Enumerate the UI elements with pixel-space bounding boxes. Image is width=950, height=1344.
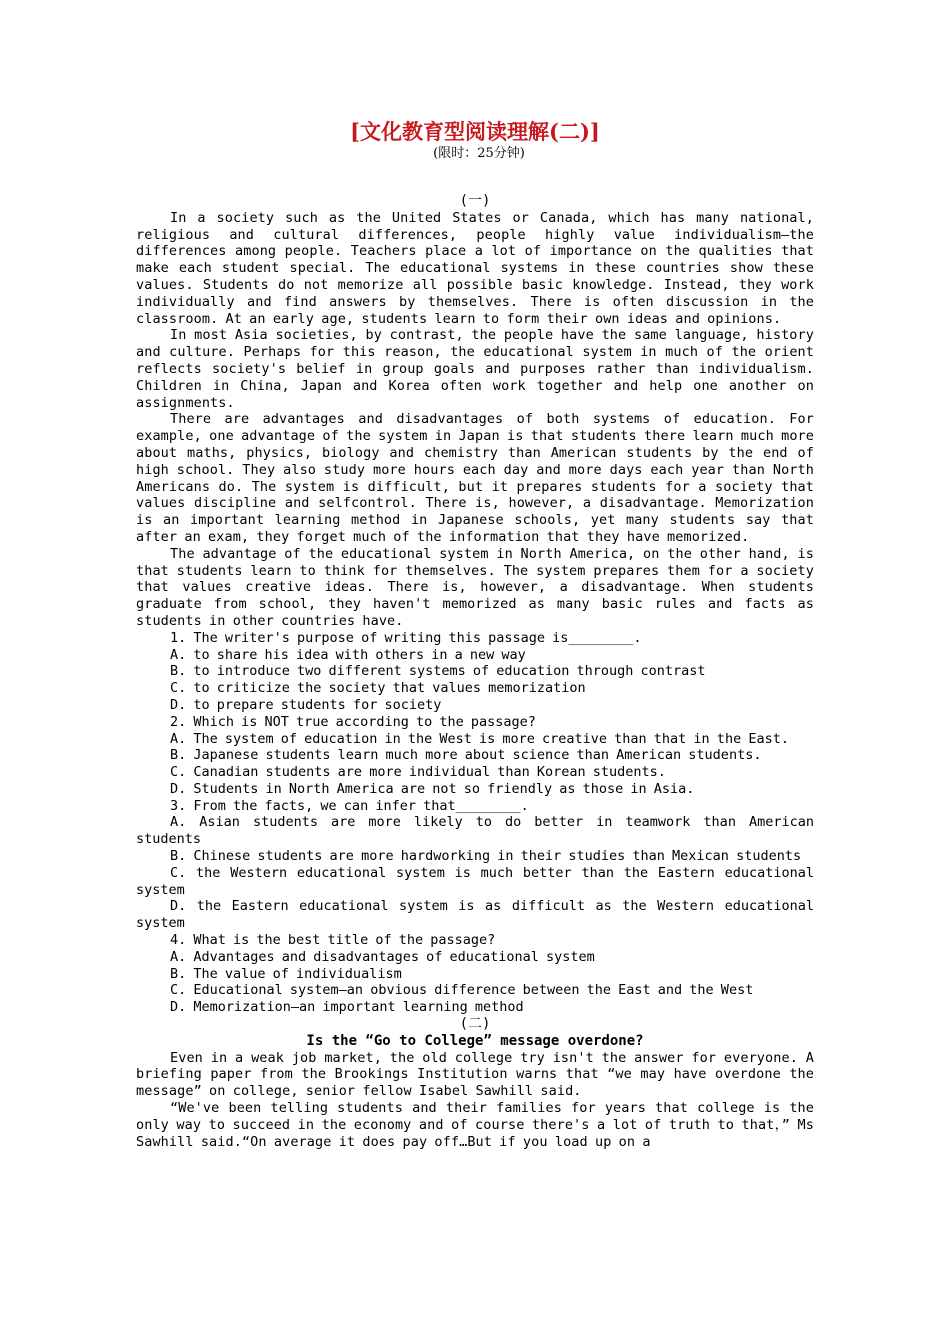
option-3b: B. Chinese students are more hardworking in their studies than Mexican students <box>170 848 802 865</box>
option-4d: D. Memorization—an important learning method <box>170 999 524 1016</box>
passage-paragraph: Even in a weak job market, the old college try isn't the answer for everyone. A briefing paper from the Brookings Institution warns that “we may have overdone the message” on college, senior fellow Isabel Sawhill said. <box>136 1049 814 1100</box>
time-limit: (限时：25分钟) <box>433 146 525 161</box>
option-4c: C. Educational system—an obvious difference between the East and the West <box>170 982 754 999</box>
document-page <box>136 118 814 1150</box>
question-4: 4. What is the best title of the passage? <box>170 932 496 949</box>
section-two-label: (二) <box>459 1016 491 1033</box>
option-3a: A. Asian students are more likely to do better in teamwork than American students <box>136 814 814 848</box>
option-1d: D. to prepare students for society <box>170 696 442 713</box>
passage-paragraph: The advantage of the educational system in North America, on the other hand, is that students learn to think for themselves. The system prepares them for a society that values creative ideas. There is, however, a disadvantage. When students graduate from school, they haven't memorized as many basic rules and facts as students in other countries have. <box>136 545 814 629</box>
option-3c: C. the Western educational system is much better than the Eastern educational system <box>136 864 814 898</box>
option-1b: B. to introduce two different systems of education through contrast <box>170 663 706 680</box>
question-3: 3. From the facts, we can infer that________. <box>170 797 529 814</box>
question-2: 2. Which is NOT true according to the passage? <box>170 713 536 730</box>
option-1c: C. to criticize the society that values memorization <box>170 680 586 697</box>
passage-title: Is the “Go to College” message overdone? <box>306 1032 644 1049</box>
option-3d: D. the Eastern educational system is as difficult as the Western educational system <box>136 898 814 932</box>
option-2c: C. Canadian students are more individual than Korean students. <box>170 764 666 781</box>
question-1: 1. The writer's purpose of writing this passage is________. <box>170 629 642 646</box>
document-title: [文化教育型阅读理解(二)] <box>350 119 600 144</box>
section-one-label: (一) <box>459 193 491 209</box>
option-2d: D. Students in North America are not so friendly as those in Asia. <box>170 780 695 797</box>
passage-paragraph: In a society such as the United States or Canada, which has many national, religious and cultural differences, people highly value individualism—the differences among people. Teachers place a lot of importance on the qualities that make each student special. The educational systems in these countries show these values. Students do not memorize all possible basic knowledge. Instead, they work individually and find answers by themselves. There is often discussion in the classroom. At an early age, students learn to form their own ideas and opinions. <box>136 209 814 327</box>
passage-paragraph: “We've been telling students and their families for years that college is the only way to succeed in the economy and of course there's a lot of truth to that，” Ms Sawhill said.“On average it does pay off…But if you load up on a <box>136 1100 814 1150</box>
passage-paragraph: There are advantages and disadvantages of both systems of education. For example, one advantage of the system in Japan is that students there learn much more about maths, physics, biology and chemistry than American students by the end of high school. They also study more hours each day and more days each year than North Americans do. The system is difficult, but it prepares students for a society that values discipline and selfcontrol. There is, however, a disadvantage. Memorization is an important learning method in Japanese schools, yet many students say that after an exam, they forget much of the information that they have memorized. <box>136 411 814 545</box>
passage-paragraph: In most Asia societies, by contrast, the people have the same language, history and culture. Perhaps for this reason, the educational system in much of the orient reflects society's belief in group goals and purposes rather than individualism. Children in China, Japan and Korea often work together and help one another on assignments. <box>136 327 814 411</box>
option-4a: A. Advantages and disadvantages of educational system <box>170 948 595 965</box>
spacer <box>136 162 814 193</box>
option-2a: A. The system of education in the West is more creative than that in the East. <box>170 730 789 747</box>
option-4b: B. The value of individualism <box>170 965 402 982</box>
option-2b: B. Japanese students learn much more about science than American students. <box>170 747 762 764</box>
option-1a: A. to share his idea with others in a new way <box>170 646 526 663</box>
